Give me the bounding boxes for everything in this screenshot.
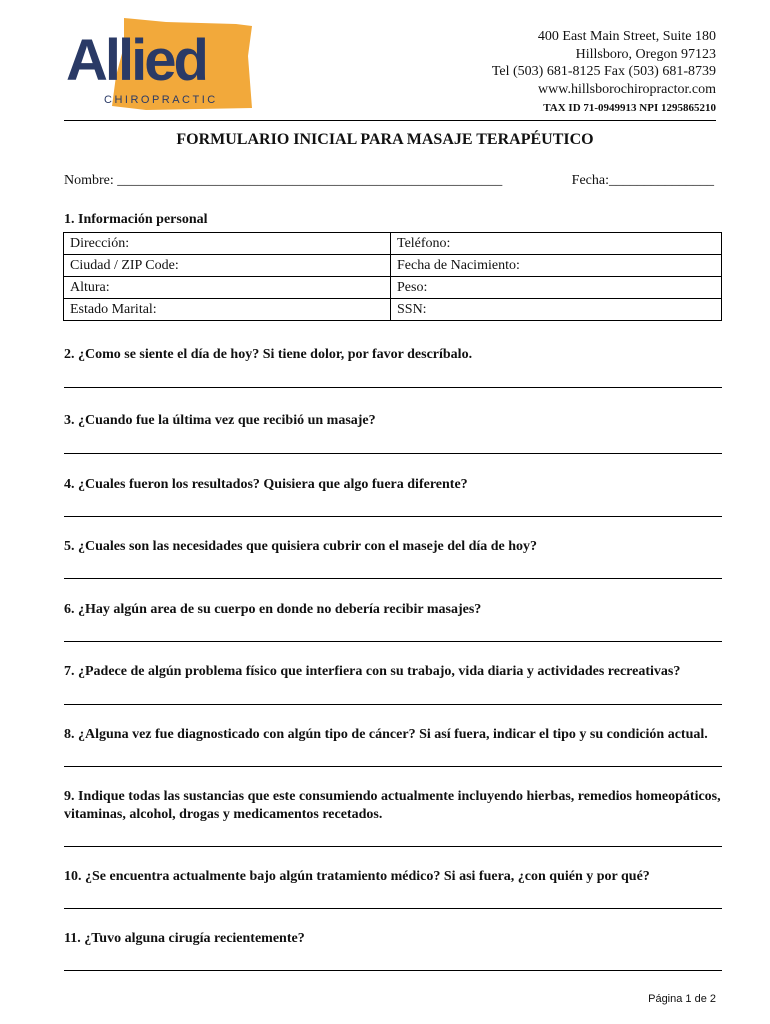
question-8: 8. ¿Alguna vez fue diagnosticado con algún tipo de cáncer? Si así fuera, indicar el tipo y su condición actual.: [64, 727, 708, 742]
address-line-website[interactable]: www.hillsborochiropractor.com: [538, 81, 716, 97]
answer-line-10[interactable]: [64, 908, 722, 909]
answer-line-2[interactable]: [64, 387, 722, 388]
tax-id-line: TAX ID 71-0949913 NPI 1295865210: [543, 102, 716, 114]
logo-wordmark: Allied: [66, 28, 206, 93]
question-5: 5. ¿Cuales son las necesidades que quisiera cubrir con el maseje del día de hoy?: [64, 539, 538, 554]
answer-line-5[interactable]: [64, 578, 722, 579]
question-11: 11. ¿Tuvo alguna cirugía recientemente?: [64, 931, 305, 946]
allied-chiropractic-logo: [66, 16, 252, 114]
question-3: 3. ¿Cuando fue la última vez que recibió un masaje?: [64, 413, 376, 428]
ssn-cell[interactable]: SSN:: [391, 299, 722, 321]
question-9: 9. Indique todas las sustancias que este consumiendo actualmente incluyendo hierbas, remedios homeopáticos, vitaminas, alcohol, drogas y medicamentos recetados.: [64, 789, 721, 822]
marital-status-cell[interactable]: Estado Marital:: [64, 299, 391, 321]
phone-cell[interactable]: Teléfono:: [391, 233, 722, 255]
question-10: 10. ¿Se encuentra actualmente bajo algún tratamiento médico? Si asi fuera, ¿con quién y por qué?: [64, 869, 650, 884]
answer-line-7[interactable]: [64, 704, 722, 705]
city-zip-cell[interactable]: Ciudad / ZIP Code:: [64, 255, 391, 277]
name-field[interactable]: Nombre: _______________________________________________________: [64, 173, 503, 188]
question-6: 6. ¿Hay algún area de su cuerpo en donde no debería recibir masajes?: [64, 602, 482, 617]
answer-line-9[interactable]: [64, 846, 722, 847]
address-cell[interactable]: Dirección:: [64, 233, 391, 255]
answer-line-3[interactable]: [64, 453, 722, 454]
answer-line-4[interactable]: [64, 516, 722, 517]
birthdate-cell[interactable]: Fecha de Nacimiento:: [391, 255, 722, 277]
answer-line-8[interactable]: [64, 766, 722, 767]
answer-line-11[interactable]: [64, 970, 722, 971]
page-number: Página 1 de 2: [648, 993, 716, 1005]
answer-line-6[interactable]: [64, 641, 722, 642]
header-divider: [64, 120, 716, 121]
date-field[interactable]: Fecha:_______________: [571, 173, 714, 188]
table-row: [64, 255, 722, 277]
address-line-phone: Tel (503) 681-8125 Fax (503) 681-8739: [491, 64, 716, 79]
logo-subtext: CHIROPRACTIC: [104, 94, 218, 106]
weight-cell[interactable]: Peso:: [391, 277, 722, 299]
form-title: FORMULARIO INICIAL PARA MASAJE TERAPÉUTICO: [176, 131, 594, 148]
table-row: [64, 277, 722, 299]
section-personal-info-title: 1. Información personal: [64, 212, 208, 227]
height-cell[interactable]: Altura:: [64, 277, 391, 299]
clinic-address-block: [492, 28, 716, 118]
question-4: 4. ¿Cuales fueron los resultados? Quisiera que algo fuera diferente?: [64, 477, 468, 492]
table-row: [64, 233, 722, 255]
question-2: 2. ¿Como se siente el día de hoy? Si tiene dolor, por favor descríbalo.: [64, 347, 473, 362]
address-line-city: Hillsboro, Oregon 97123: [575, 46, 716, 62]
question-7: 7. ¿Padece de algún problema físico que interfiera con su trabajo, vida diaria y actividades recreativas?: [64, 664, 681, 679]
personal-info-table: [63, 232, 722, 321]
address-line-street: 400 East Main Street, Suite 180: [537, 29, 716, 44]
table-row: [64, 299, 722, 321]
